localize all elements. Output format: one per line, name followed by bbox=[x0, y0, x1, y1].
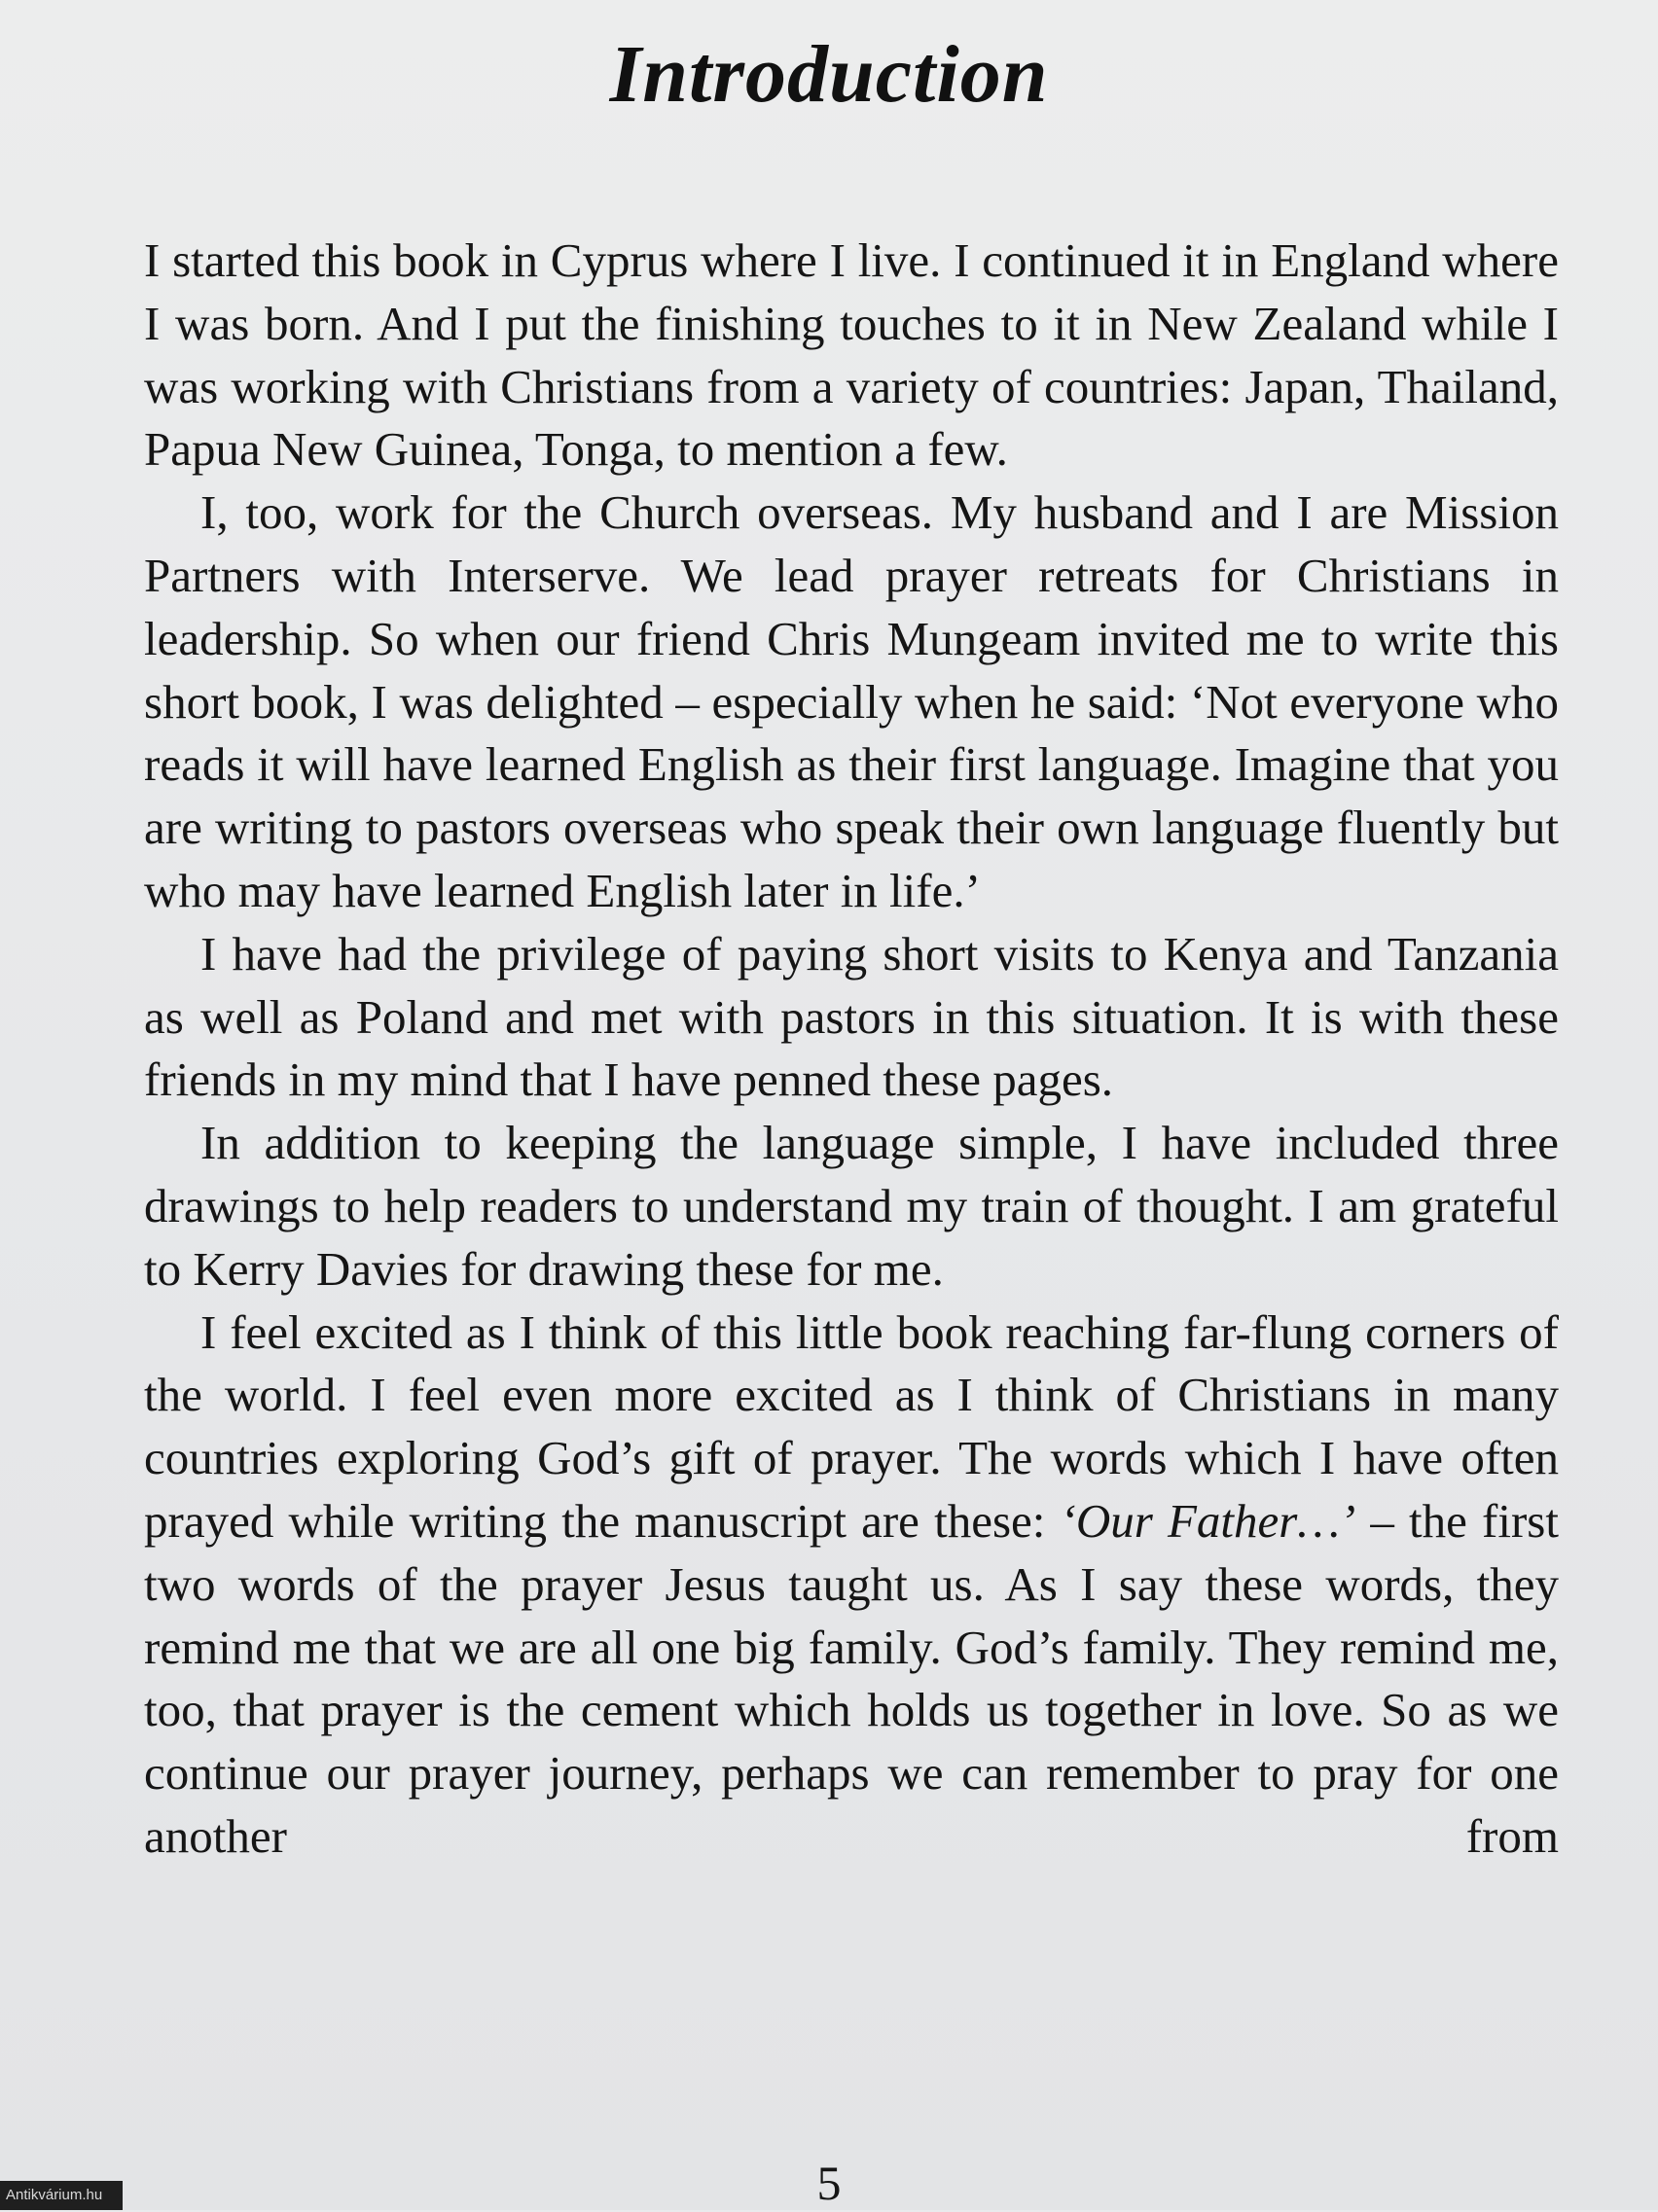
page-number: 5 bbox=[816, 2156, 842, 2210]
paragraph-5 bbox=[144, 1302, 1559, 1869]
paragraph-5-text-end: – the first two words of the prayer Jesus taught us. As I say these words, they remind me that we are all one big family. God’s family. They remind me, too, that prayer is the cement which holds us together in love. So as we continue our prayer journey, perhaps we can remember to pray for one another from bbox=[144, 1493, 1559, 1863]
watermark-logo: Antikvárium.hu bbox=[0, 2181, 123, 2210]
paragraph-5-quote: ‘Our Father…’ bbox=[1060, 1493, 1356, 1548]
chapter-title: Introduction bbox=[609, 29, 1049, 120]
paragraph-4: In addition to keeping the language simple, I have included three drawings to help readers to understand my train of thought. I am grateful to Kerry Davies for drawing these for me. bbox=[144, 1116, 1559, 1296]
paragraph-3: I have had the privilege of paying short visits to Kenya and Tanzania as well as Poland and met with pastors in this situation. It is with these friends in my mind that I have penned these pages. bbox=[144, 926, 1559, 1107]
chapter-body bbox=[144, 230, 1559, 1869]
paragraph-5-text-start: I feel excited as I think of this little book reaching far-flung corners of the world. I feel even more excited as I think of Christians in many countries exploring God’s gift of prayer. The words which I have often prayed while writing the manuscript are these: bbox=[144, 1304, 1559, 1548]
paragraph-1: I started this book in Cyprus where I live. I continued it in England where I was born. And I put the finishing touches to it in New Zealand while I was working with Christians from a variety of countries: Japan, Thailand, Papua New Guinea, Tonga, to mention a few. bbox=[144, 233, 1559, 477]
paragraph-2: I, too, work for the Church overseas. My husband and I are Mission Partners with Interserve. We lead prayer retreats for Christians in leadership. So when our friend Chris Mungeam invited me to write this short book, I was delighted – especially when he said: ‘Not everyone who reads it will have learned English as their first language. Imagine that you are writing to pastors overseas who speak their own language fluently but who may have learned English later in life.’ bbox=[144, 485, 1559, 917]
